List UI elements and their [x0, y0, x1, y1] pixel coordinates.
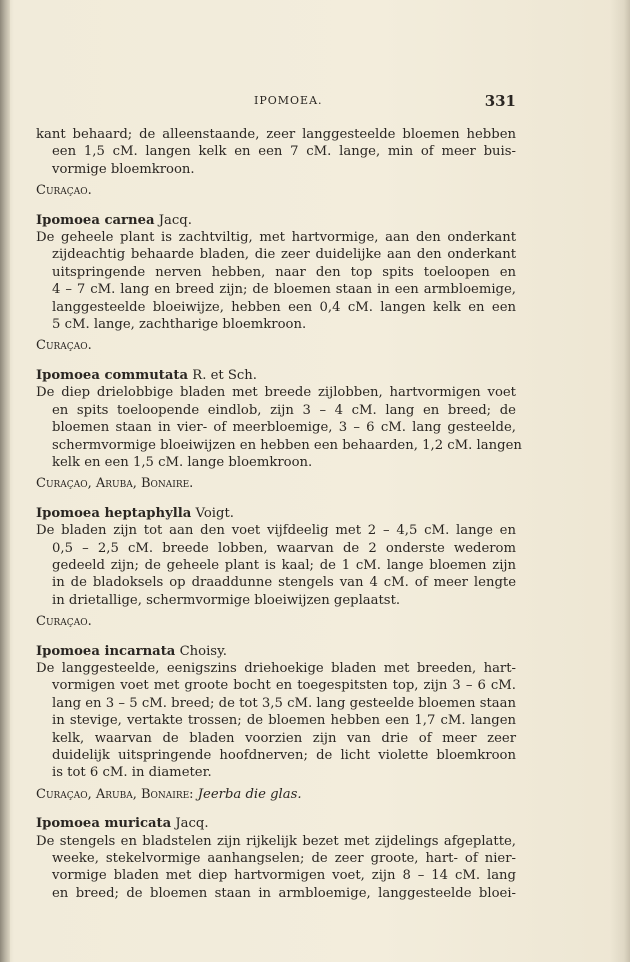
page-body [36, 126, 522, 902]
text-line: kant behaard; de alleenstaande, zeer langgesteelde bloemen hebben [36, 127, 516, 142]
text-line: De bladen zijn tot aan den voet vijfdeelig met 2 – 4,5 cM. lange en [36, 523, 516, 539]
species-entry-incarnata [36, 643, 516, 804]
locality-text: Curaçao. [36, 614, 92, 630]
text-line: in drietallige, schermvormige bloeiwijzen geplaatst. [52, 592, 401, 608]
species-heading [36, 643, 516, 660]
text-line: gedeeld zijn; de geheele plant is kaal; de 1 cM. lange bloemen zijn [52, 557, 516, 573]
text-line: schermvormige bloeiwijzen en hebben een behaarden, 1,2 cM. langen [52, 437, 522, 453]
text-line: en spits toeloopende eindlob, zijn 3 – 4 cM. lang en breed; de [52, 402, 516, 418]
species-heading [36, 367, 516, 384]
page-number: 331 [484, 92, 516, 110]
locality-text: Curaçao. [36, 338, 92, 354]
species-heading [36, 505, 516, 522]
text-line: kelk en een 1,5 cM. lange bloemkroon. [52, 454, 313, 470]
species-author: Jacq. [158, 212, 192, 228]
text-line: weeke, stekelvormige aanhangselen; de zeer groote, hart- of nier- [52, 851, 516, 867]
text-line: vormige bladen met diep hartvormigen voet, zijn 8 – 14 cM. lang [52, 868, 516, 884]
local-name: Jeerba die glas. [197, 786, 302, 802]
page-header [36, 92, 516, 112]
species-name: Ipomoea heptaphylla [36, 505, 192, 521]
locality-text: Curaçao, Aruba, Bonaire. [36, 476, 194, 492]
text-line: een 1,5 cM. langen kelk en een 7 cM. lange, min of meer buis- [52, 144, 516, 160]
locality-text: Curaçao. [36, 183, 92, 199]
locality [36, 475, 516, 492]
text-line: in stevige, vertakte trossen; de bloemen hebben een 1,7 cM. langen [52, 713, 516, 729]
text-line: zijdeachtig behaarde bladen, die zeer duidelijke aan den onderkant [52, 247, 516, 263]
locality-text: Curaçao, Aruba, Bonaire: [36, 786, 194, 802]
species-entry-muricata [36, 815, 516, 902]
text-line: 0,5 – 2,5 cM. breede lobben, waarvan de 2 onderste wederom [52, 540, 516, 556]
species-heading [36, 815, 516, 832]
species-author: Voigt. [195, 505, 234, 521]
running-head: IPOMOEA. [254, 94, 323, 107]
text-line: De diep drielobbige bladen met breede zijlobben, hartvormigen voet [36, 385, 516, 401]
species-author: Jacq. [175, 816, 209, 832]
species-name: Ipomoea muricata [36, 816, 172, 832]
text-line: kelk, waarvan de bladen voorzien zijn van drie of meer zeer [52, 730, 516, 746]
text-line: vormigen voet met groote bocht en toegespitsten top, zijn 3 – 6 cM. [52, 678, 516, 694]
text-line: in de bladoksels op draaddunne stengels van 4 cM. of meer lengte [52, 575, 516, 591]
species-author: R. et Sch. [192, 367, 257, 383]
text-line: 4 – 7 cM. lang en breed zijn; de bloemen staan in een armbloemige, [52, 282, 516, 298]
text-line: duidelijk uitspringende hoofdnerven; de licht violette bloemkroon [52, 748, 516, 763]
species-name: Ipomoea incarnata [36, 643, 176, 659]
text-line: lang en 3 – 5 cM. breed; de tot 3,5 cM. lang gesteelde bloemen staan [52, 695, 516, 711]
text-line: 5 cM. lange, zachtharige bloemkroon. [52, 317, 307, 333]
locality [36, 182, 516, 199]
species-name: Ipomoea carnea [36, 212, 155, 228]
species-entry-heptaphylla [36, 505, 516, 631]
text-line: is tot 6 cM. in diameter. [52, 765, 212, 781]
text-line: uitspringende nerven hebben, naar den top spits toeloopen en [52, 264, 516, 280]
species-name: Ipomoea commutata [36, 367, 189, 383]
locality [36, 786, 516, 803]
text-line: en breed; de bloemen staan in armbloemige, langgesteelde bloei- [52, 885, 516, 901]
locality [36, 337, 516, 354]
text-line: vormige bloemkroon. [52, 161, 195, 177]
locality [36, 613, 516, 630]
species-heading [36, 212, 516, 229]
text-line: De stengels en bladstelen zijn rijkelijk bezet met zijdelings afgeplatte, [36, 833, 516, 849]
text-line: De langgesteelde, eenigszins driehoekige bladen met breeden, hart- [36, 660, 516, 676]
species-entry-commutata [36, 367, 522, 493]
text-line: langgesteelde bloeiwijze, hebben een 0,4 cM. langen kelk en een [52, 299, 516, 315]
species-author: Choisy. [179, 643, 227, 659]
text-line: De geheele plant is zachtviltig, met hartvormige, aan den onderkant [36, 230, 516, 246]
species-entry-carnea [36, 212, 516, 355]
page-edge-shadow [610, 0, 630, 962]
intro-paragraph [36, 126, 516, 178]
page-gutter [0, 0, 10, 962]
text-line: bloemen staan in vier- of meerbloemige, 3 – 6 cM. lang gesteelde, [52, 420, 516, 436]
